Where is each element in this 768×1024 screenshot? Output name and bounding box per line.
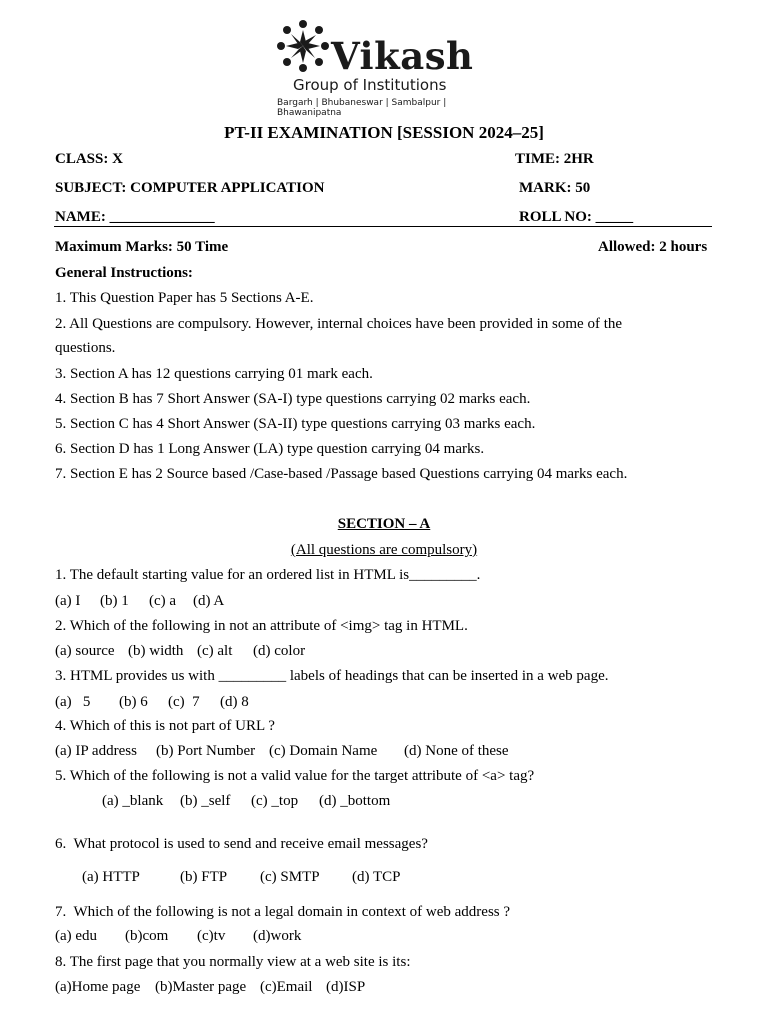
- section-note: (All questions are compulsory): [290, 542, 478, 558]
- name-field: NAME: ______________: [55, 209, 215, 225]
- mark-field: MARK: 50: [519, 180, 591, 196]
- question-text: 7. Which of the following is not a legal domain in context of web address ?: [55, 904, 511, 920]
- section-title: SECTION – A: [337, 516, 431, 532]
- option: (a) IP address: [55, 743, 137, 759]
- option: (b) Port Number: [156, 743, 256, 759]
- option: (b)Master page: [155, 979, 247, 995]
- instruction-item: questions.: [55, 340, 116, 356]
- option: (c)tv: [197, 928, 226, 944]
- question-text: 8. The first page that you normally view at a web site is its:: [55, 954, 411, 970]
- option: (c) _top: [251, 793, 299, 809]
- question-text: 1. The default starting value for an ordered list in HTML is_________.: [55, 567, 481, 583]
- option: (c) SMTP: [260, 869, 320, 885]
- question-text: 2. Which of the following in not an attribute of <img> tag in HTML.: [55, 618, 468, 634]
- instruction-item: 7. Section E has 2 Source based /Case-based /Passage based Questions carrying 04 marks each.: [55, 466, 628, 482]
- instruction-item: 4. Section B has 7 Short Answer (SA-I) type questions carrying 02 marks each.: [55, 391, 531, 407]
- option: (d)work: [253, 928, 302, 944]
- instruction-item: 5. Section C has 4 Short Answer (SA-II) type questions carrying 03 marks each.: [55, 416, 536, 432]
- option: (b)com: [125, 928, 169, 944]
- question-text: 4. Which of this is not part of URL ?: [55, 718, 275, 734]
- option: (a) _blank: [102, 793, 164, 809]
- instruction-item: 2. All Questions are compulsory. However, internal choices have been provided in some of the: [55, 316, 623, 332]
- option: (a) edu: [55, 928, 98, 944]
- option: (c) a: [149, 593, 177, 609]
- exam-title: PT-II EXAMINATION [SESSION 2024–25]: [224, 123, 544, 142]
- option: (d) 8: [220, 694, 249, 710]
- option: (d) _bottom: [319, 793, 391, 809]
- option: (d) A: [193, 593, 225, 609]
- option: (b) _self: [180, 793, 231, 809]
- question-text: 6. What protocol is used to send and receive email messages?: [55, 836, 428, 852]
- option: (c) Domain Name: [269, 743, 378, 759]
- brand-subtitle: Group of Institutions: [293, 76, 447, 94]
- option: (a) I: [55, 593, 81, 609]
- option: (a) source: [55, 643, 115, 659]
- option: (d) TCP: [352, 869, 401, 885]
- people-circle-icon: [275, 18, 331, 74]
- instruction-item: 1. This Question Paper has 5 Sections A-E.: [55, 290, 314, 306]
- instruction-item: 6. Section D has 1 Long Answer (LA) type question carrying 04 marks.: [55, 441, 485, 457]
- option: (c) alt: [197, 643, 233, 659]
- option: (d)ISP: [326, 979, 366, 995]
- option: (b) FTP: [180, 869, 228, 885]
- option: (a) 5: [55, 694, 91, 710]
- time-allowed: Allowed: 2 hours: [598, 239, 708, 255]
- option: (b) width: [128, 643, 184, 659]
- option: (b) 1: [100, 593, 129, 609]
- brand-name: Vikash: [331, 34, 474, 78]
- option: (d) color: [253, 643, 306, 659]
- max-marks: Maximum Marks: 50 Time: [55, 239, 229, 255]
- option: (c)Email: [260, 979, 313, 995]
- institution-logo: [273, 16, 495, 116]
- class-field: CLASS: X: [55, 151, 123, 167]
- instructions-heading: General Instructions:: [55, 265, 193, 281]
- option: (b) 6: [119, 694, 148, 710]
- time-field: TIME: 2HR: [515, 151, 594, 167]
- option: (a) HTTP: [82, 869, 140, 885]
- question-text: 5. Which of the following is not a valid value for the target attribute of <a> tag?: [55, 768, 535, 784]
- brand-locations: Bargarh | Bhubaneswar | Sambalpur | Bhawanipatna: [277, 98, 447, 118]
- option: (a)Home page: [55, 979, 141, 995]
- header-divider: [54, 226, 712, 227]
- instruction-item: 3. Section A has 12 questions carrying 01 mark each.: [55, 366, 373, 382]
- subject-field: SUBJECT: COMPUTER APPLICATION: [55, 180, 325, 196]
- option: (d) None of these: [404, 743, 509, 759]
- question-text: 3. HTML provides us with _________ labels of headings that can be inserted in a web page.: [55, 668, 609, 684]
- option: (c) 7: [168, 694, 200, 710]
- roll-field: ROLL NO: _____: [519, 209, 634, 225]
